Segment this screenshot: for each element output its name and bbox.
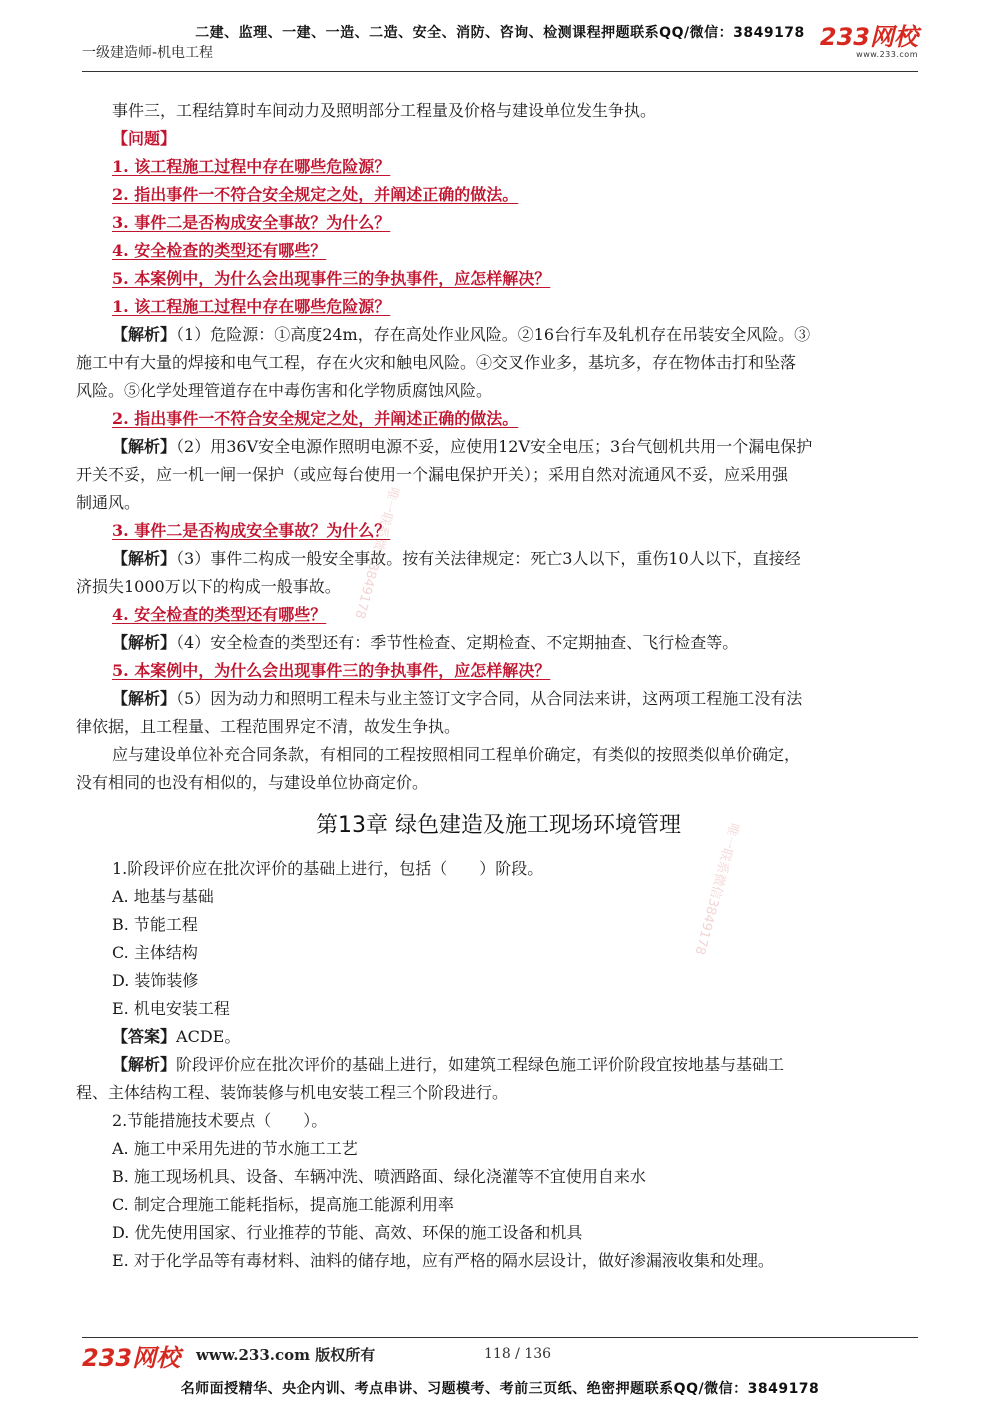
- header-divider: [82, 71, 918, 72]
- analysis-line: 开关不妥，应一机一闸一保护（或应每台使用一个漏电保护开关）；采用自然对流通风不妥，应采用强: [76, 465, 789, 484]
- document-body: [76, 97, 921, 1275]
- analysis-line: 应与建设单位补充合同条款，有相同的工程按照相同工程单价确定，有类似的按照类似单价确定，: [112, 745, 801, 764]
- footer-logo: 233网校: [82, 1344, 181, 1372]
- chapter-title: 第13章 绿色建造及施工现场环境管理: [316, 813, 681, 838]
- analysis-line: 施工中有大量的焊接和电气工程，存在火灾和触电风险。④交叉作业多，基坑多，存在物体击打和坠落: [76, 353, 797, 372]
- option-item: B. 施工现场机具、设备、车辆冲洗、喷洒路面、绿化浇灌等不宜使用自来水: [112, 1167, 646, 1186]
- analysis-paragraph: 【解析】（3）事件二构成一般安全事故。按有关法律规定：死亡3人以下，重伤10人以下，直接经: [112, 549, 801, 568]
- option-item: A. 施工中采用先进的节水施工工艺: [112, 1139, 358, 1158]
- option-item: C. 制定合理施工能耗指标，提高施工能源利用率: [112, 1195, 454, 1214]
- analysis-tag: 【解析】: [112, 689, 177, 708]
- answer-tag: 【答案】: [112, 1027, 177, 1046]
- option-item: E. 对于化学品等有毒材料、油料的储存地，应有严格的隔水层设计，做好渗漏液收集和处理。: [112, 1251, 774, 1270]
- question-item: 5. 本案例中，为什么会出现事件三的争执事件，应怎样解决？: [112, 269, 551, 288]
- question-repeat-3: 3. 事件二是否构成安全事故？为什么？: [112, 521, 391, 540]
- analysis-tag: 【解析】: [112, 437, 177, 456]
- analysis-paragraph: 【解析】（1）危险源：①高度24m，存在高处作业风险。②16台行车及轧机存在吊装安全风险。③: [112, 325, 811, 344]
- question-item: 3. 事件二是否构成安全事故？为什么？: [112, 213, 391, 232]
- analysis-tag: 【解析】: [112, 633, 177, 652]
- questions-heading: 【问题】: [112, 129, 177, 148]
- analysis-line: 程、主体结构工程、装饰装修与机电安装工程三个阶段进行。: [76, 1083, 509, 1102]
- analysis-paragraph: 【解析】（5）因为动力和照明工程未与业主签订文字合同，从合同法来讲，这两项工程施工没有法: [112, 689, 803, 708]
- page-number: 118 / 136: [484, 1346, 552, 1362]
- question-stem: 2.节能措施技术要点（ ）。: [112, 1111, 328, 1130]
- analysis-tag: 【解析】: [112, 549, 177, 568]
- brand-logo-url: www.233.com: [856, 50, 918, 59]
- analysis-paragraph: 【解析】（4）安全检查的类型还有：季节性检查、定期检查、不定期抽查、飞行检查等。: [112, 633, 739, 652]
- analysis-line: 风险。⑤化学处理管道存在中毒伤害和化学物质腐蚀风险。: [76, 381, 493, 400]
- watermark-text: 唯一联系微信3849178: [691, 821, 742, 957]
- footer-copyright: www.233.com 版权所有: [196, 1346, 376, 1364]
- question-item: 2. 指出事件一不符合安全规定之处，并阐述正确的做法。: [112, 185, 519, 204]
- question-item: 4. 安全检查的类型还有哪些？: [112, 241, 327, 260]
- option-item: A. 地基与基础: [112, 887, 214, 906]
- analysis-line: 律依据，且工程量、工程范围界定不清，故发生争执。: [76, 717, 461, 736]
- analysis-line: 济损失1000万以下的构成一般事故。: [76, 577, 341, 596]
- analysis-line: 制通风。: [76, 493, 141, 512]
- option-item: C. 主体结构: [112, 943, 198, 962]
- brand-logo: [820, 24, 918, 59]
- footer-promo-text: 名师面授精华、央企内训、考点串讲、习题模考、考前三页纸、绝密押题联系QQ/微信：3849178: [180, 1381, 820, 1397]
- question-stem: 1.阶段评价应在批次评价的基础上进行，包括（ ）阶段。: [112, 859, 544, 878]
- option-item: D. 装饰装修: [112, 971, 199, 990]
- watermark-text: 唯一联系微信3849178: [351, 485, 402, 621]
- analysis-paragraph: 【解析】阶段评价应在批次评价的基础上进行，如建筑工程绿色施工评价阶段宜按地基与基础工: [112, 1055, 785, 1074]
- brand-logo-text: 233网校: [819, 23, 918, 51]
- option-item: B. 节能工程: [112, 915, 198, 934]
- answer-line: 【答案】ACDE。: [112, 1027, 241, 1046]
- question-repeat-4: 4. 安全检查的类型还有哪些？: [112, 605, 327, 624]
- question-repeat-2: 2. 指出事件一不符合安全规定之处，并阐述正确的做法。: [112, 409, 519, 428]
- document-subject: 一级建造师-机电工程: [82, 45, 214, 61]
- header-promo-text: 二建、监理、一建、一造、二造、安全、消防、咨询、检测课程押题联系QQ/微信：3849178: [195, 25, 805, 41]
- event-three-text: 事件三，工程结算时车间动力及照明部分工程量及价格与建设单位发生争执。: [112, 101, 657, 120]
- question-repeat-1: 1. 该工程施工过程中存在哪些危险源？: [112, 297, 391, 316]
- analysis-tag: 【解析】: [112, 325, 177, 344]
- option-item: D. 优先使用国家、行业推荐的节能、高效、环保的施工设备和机具: [112, 1223, 583, 1242]
- question-item: 1. 该工程施工过程中存在哪些危险源？: [112, 157, 391, 176]
- option-item: E. 机电安装工程: [112, 999, 230, 1018]
- footer-divider: [82, 1337, 918, 1338]
- analysis-tag: 【解析】: [112, 1055, 177, 1074]
- question-repeat-5: 5. 本案例中，为什么会出现事件三的争执事件，应怎样解决？: [112, 661, 551, 680]
- analysis-line: 没有相同的也没有相似的，与建设单位协商定价。: [76, 773, 429, 792]
- analysis-paragraph: 【解析】（2）用36V安全电源作照明电源不妥，应使用12V安全电压；3台气刨机共用一个漏电保护: [112, 437, 813, 456]
